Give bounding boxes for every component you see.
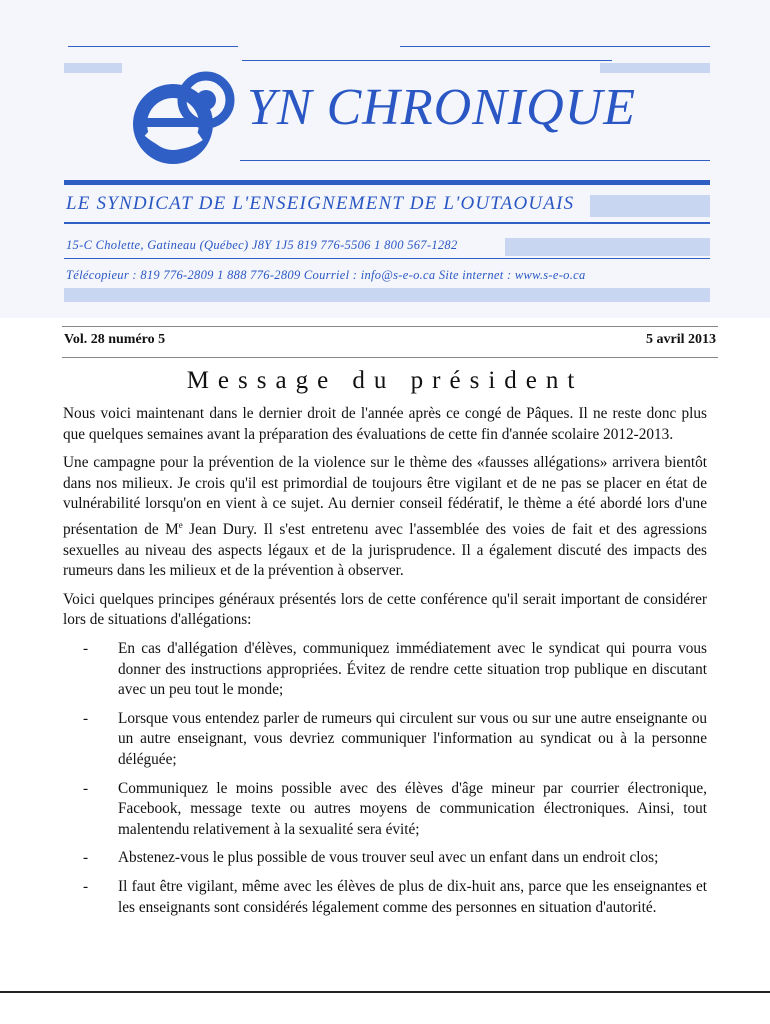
issue-rule-bottom xyxy=(62,357,718,358)
bullet-dash: - xyxy=(83,709,89,727)
masthead-address: 15-C Cholette, Gatineau (Québec) J8Y 1J5 819 776-5506 1 800 567-1282 xyxy=(66,238,458,252)
list-item: - Il faut être vigilant, même avec les élèves de plus de dix-huit ans, parce que les enseignantes et les enseignants sont considérés légalement comme des personnes en situation d'autorité. xyxy=(83,877,707,916)
paragraph-3: Voici quelques principes généraux présentés lors de cette conférence qu'il serait important de considérer lors de situations d'allégations: xyxy=(63,590,707,629)
article-body xyxy=(63,404,707,926)
article-heading: Message du président xyxy=(186,367,584,394)
masthead-rule-top-right xyxy=(400,46,710,47)
masthead-shade-sub xyxy=(590,195,710,217)
issue-volume: Vol. 28 numéro 5 xyxy=(64,332,166,347)
list-item: - En cas d'allégation d'élèves, communiquez immédiatement avec le syndicat qui pourra vous donner des instructions appropriées. Évitez de rendre cette situation trop publique en discutant avec un peu tout le monde; xyxy=(83,640,707,699)
masthead-bottom-bar xyxy=(64,288,710,302)
masthead-shade-addr xyxy=(505,238,710,256)
masthead-title: YN CHRONIQUE xyxy=(247,79,637,136)
masthead-shade-left xyxy=(64,63,122,73)
masthead-contact: Télécopieur : 819 776-2809 1 888 776-2809 Courriel : info@s-e-o.ca Site internet : www.s-e-o.ca xyxy=(66,268,586,282)
bullet-dash: - xyxy=(83,849,89,867)
masthead-rule-addr xyxy=(64,258,710,259)
issue-rule-top xyxy=(62,326,718,327)
principles-list xyxy=(63,639,707,918)
page-bottom-rule xyxy=(0,991,770,993)
list-item: - Abstenez-vous le plus possible de vous trouver seul avec un enfant dans un endroit clos; xyxy=(63,848,707,869)
list-item: - Communiquez le moins possible avec des élèves d'âge mineur par courrier électronique, Facebook, message texte ou autres moyens de communication électroniques. Ainsi, tout malentendu relativement à la sexualité sera évité; xyxy=(83,779,707,838)
masthead-rule-2 xyxy=(242,60,612,61)
paragraph-2: Une campagne pour la prévention de la violence sur le thème des «fausses allégations» arrivera bientôt dans nos milieux. Je crois qu'il est primordial de toujours être vigilant et de ne pas se placer en état de vulnérabilité lorsqu'on en vient à ce sujet. Au dernier conseil fédératif, le thème a été abordé lors d'une présentation de Me Jean Dury. Il s'est entretenu avec l'assemblée des voies de fait et des agressions sexuelles au niveau des aspects légaux et de la jurisprudence. Il a également discuté des impacts des rumeurs dans les milieux et de la prévention à observer. xyxy=(63,454,708,580)
bullet-dash: - xyxy=(83,640,89,658)
list-item: - Lorsque vous entendez parler de rumeurs qui circulent sur vous ou sur une autre enseignante ou un autre enseignant, vous devriez communiquer l'information au syndicat ou à la personne déléguée; xyxy=(83,709,707,768)
masthead-rule-top-left xyxy=(68,46,238,47)
issue-date: 5 avril 2013 xyxy=(646,332,716,347)
masthead xyxy=(0,0,770,318)
masthead-rule-sub xyxy=(64,222,710,224)
masthead-rule-under-title xyxy=(240,160,710,161)
masthead-rule-thick xyxy=(64,180,710,185)
masthead-shade-right xyxy=(600,63,710,73)
bullet-dash: - xyxy=(83,779,89,797)
paragraph-1: Nous voici maintenant dans le dernier droit de l'année après ce congé de Pâques. Il ne reste donc plus que quelques semaines avant la préparation des évaluations de cette fin d'année scolaire 2012-2013. xyxy=(63,405,707,443)
bullet-dash: - xyxy=(83,877,89,895)
masthead-subtitle: LE SYNDICAT DE L'ENSEIGNEMENT DE L'OUTAOUAIS xyxy=(66,193,575,214)
seo-logo-icon xyxy=(128,62,238,172)
